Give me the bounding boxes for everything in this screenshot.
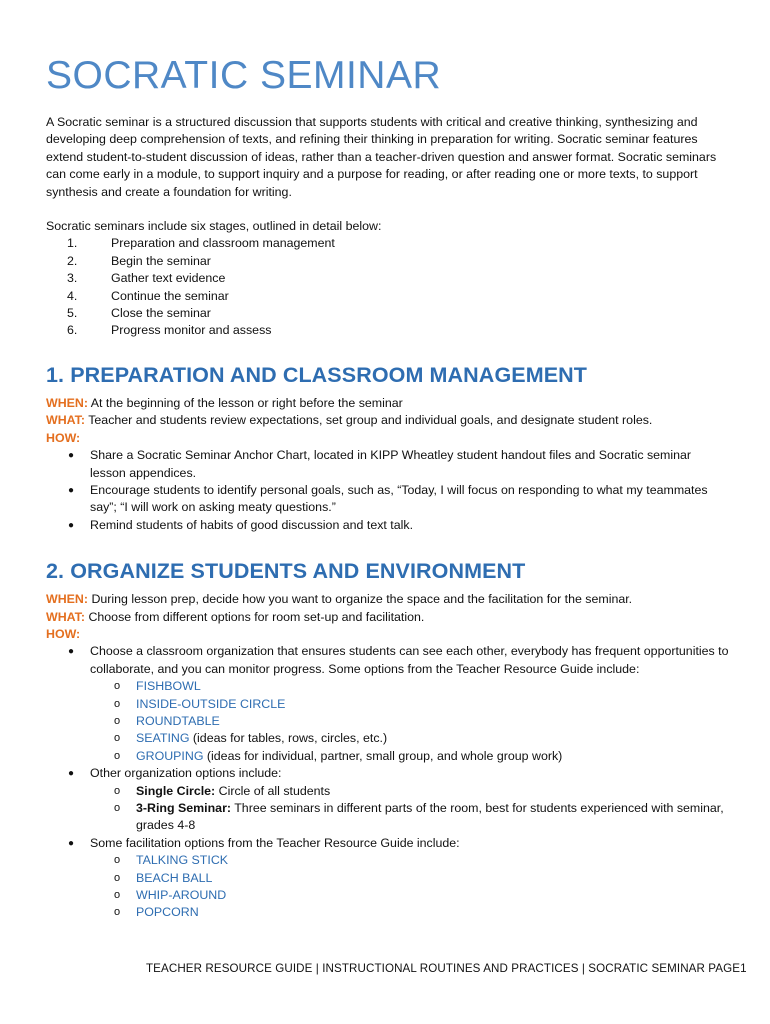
- circle-bullet-icon: o: [114, 802, 121, 814]
- page-title: SOCRATIC SEMINAR: [46, 54, 442, 97]
- bullet-icon: ●: [68, 484, 75, 496]
- inside-outside-circle-link[interactable]: INSIDE-OUTSIDE CIRCLE: [136, 696, 286, 711]
- bullet-text: Share a Socratic Seminar Anchor Chart, located in KIPP Wheatley student handout files and Socratic seminar lesson appendices.: [90, 448, 692, 480]
- organization-options: [90, 678, 730, 765]
- list-item: [46, 447, 730, 482]
- list-item: [46, 322, 730, 339]
- bullet-icon: ●: [68, 837, 75, 849]
- option-description: (ideas for individual, partner, small group, and whole group work): [203, 748, 563, 763]
- talking-stick-link[interactable]: TALKING STICK: [136, 853, 229, 868]
- list-item: [46, 288, 730, 305]
- how-label: HOW:: [46, 430, 81, 445]
- stage-number: 4.: [67, 288, 78, 303]
- list-item: [90, 870, 730, 887]
- other-organization-options: [90, 783, 730, 835]
- whip-around-link[interactable]: WHIP-AROUND: [136, 888, 227, 903]
- section-2-when: [46, 591, 730, 608]
- circle-bullet-icon: o: [114, 889, 121, 902]
- list-item: [46, 643, 730, 765]
- facilitation-options: [90, 852, 730, 922]
- stage-number: 5.: [67, 306, 78, 321]
- intro-paragraph: A Socratic seminar is a structured discussion that supports students with critical and creative thinking, synthesizing and developing deep comprehension of texts, and refining their thinking in preparation for writing. Socratic seminar features extend student-to-student discussion of ideas, rather than a teacher-driven question and answer format. Socratic seminars can come early in a module, to support inquiry and a purpose for reading, or after reading one or more texts, to support synthesis and create a foundation for writing.: [46, 115, 717, 199]
- list-item: [90, 696, 730, 713]
- circle-bullet-icon: o: [114, 697, 121, 710]
- option-name: Single Circle:: [136, 783, 216, 798]
- section-1-bullets: [46, 447, 730, 534]
- list-item: [46, 305, 730, 322]
- bullet-icon: ●: [68, 450, 75, 462]
- bullet-text: Encourage students to identify personal goals, such as, “Today, I will focus on responding to what my teammates say”; “I will work on asking meaty questions.”: [90, 482, 708, 515]
- list-item: [90, 678, 730, 695]
- stage-text: Progress monitor and assess: [111, 323, 272, 338]
- circle-bullet-icon: o: [114, 732, 121, 745]
- section-1-when: [46, 395, 730, 412]
- how-label: HOW:: [46, 626, 81, 641]
- circle-bullet-icon: o: [114, 680, 121, 693]
- stage-text: Begin the seminar: [111, 253, 211, 268]
- beach-ball-link[interactable]: BEACH BALL: [136, 870, 213, 885]
- what-label: WHAT:: [46, 609, 85, 624]
- when-text: During lesson prep, decide how you want to organize the space and the facilitation for the seminar.: [91, 592, 633, 607]
- option-description: Circle of all students: [215, 783, 331, 798]
- page-footer: TEACHER RESOURCE GUIDE | INSTRUCTIONAL ROUTINES AND PRACTICES | SOCRATIC SEMINAR PAGE1: [146, 962, 747, 975]
- when-label: WHEN:: [46, 395, 88, 410]
- stage-number: 6.: [67, 323, 78, 338]
- circle-bullet-icon: o: [114, 906, 121, 919]
- bullet-icon: ●: [68, 768, 75, 780]
- section-2-how: [46, 626, 730, 643]
- stage-text: Continue the seminar: [111, 288, 229, 303]
- stages-list: [46, 235, 730, 339]
- stage-text: Preparation and classroom management: [111, 236, 335, 251]
- section-1-what: [46, 412, 730, 429]
- stage-number: 3.: [67, 271, 78, 286]
- section-2-bullets: [46, 643, 730, 922]
- circle-bullet-icon: o: [114, 871, 121, 884]
- section-1-heading: 1. PREPARATION AND CLASSROOM MANAGEMENT: [46, 362, 588, 387]
- grouping-link[interactable]: GROUPING: [136, 748, 204, 763]
- list-item: [90, 800, 730, 835]
- list-item: [46, 482, 730, 517]
- popcorn-link[interactable]: POPCORN: [136, 905, 199, 920]
- document-page: [46, 52, 730, 922]
- what-text: Choose from different options for room set-up and facilitation.: [88, 609, 425, 624]
- bullet-text: Remind students of habits of good discussion and text talk.: [90, 517, 414, 532]
- bullet-text: Choose a classroom organization that ensures students can see each other, everybody has frequent opportunities to collaborate, and you can monitor progress. Some options from the Teacher Resource Guide include:: [90, 644, 729, 676]
- list-item: [46, 835, 730, 922]
- list-item: [90, 783, 730, 800]
- circle-bullet-icon: o: [114, 749, 121, 762]
- circle-bullet-icon: o: [114, 784, 121, 797]
- bullet-icon: ●: [68, 646, 75, 658]
- option-description: Three seminars in different parts of the room, best for students experienced with seminar, grades 4-8: [136, 801, 724, 833]
- stage-text: Close the seminar: [111, 306, 211, 321]
- section-2-what: [46, 609, 730, 626]
- list-item: [46, 235, 730, 252]
- roundtable-link[interactable]: ROUNDTABLE: [136, 713, 220, 728]
- list-item: [46, 270, 730, 287]
- stage-text: Gather text evidence: [111, 271, 226, 286]
- list-item: [46, 253, 730, 270]
- bullet-icon: ●: [68, 519, 75, 531]
- bullet-text: Other organization options include:: [90, 766, 282, 781]
- list-item: [90, 904, 730, 921]
- circle-bullet-icon: o: [114, 714, 121, 727]
- stage-number: 2.: [67, 253, 78, 268]
- stage-number: 1.: [67, 236, 78, 251]
- list-item: [90, 730, 730, 747]
- what-label: WHAT:: [46, 413, 85, 428]
- section-1-how: [46, 430, 730, 447]
- when-label: WHEN:: [46, 592, 88, 607]
- fishbowl-link[interactable]: FISHBOWL: [136, 679, 201, 694]
- bullet-text: Some facilitation options from the Teacher Resource Guide include:: [90, 835, 460, 850]
- list-item: [46, 765, 730, 835]
- option-name: 3-Ring Seminar:: [136, 801, 232, 815]
- section-2-heading: 2. ORGANIZE STUDENTS AND ENVIRONMENT: [46, 559, 526, 584]
- what-text: Teacher and students review expectations, set group and individual goals, and designate student roles.: [88, 413, 653, 428]
- circle-bullet-icon: o: [114, 854, 121, 867]
- option-description: (ideas for tables, rows, circles, etc.): [189, 731, 388, 746]
- list-item: [46, 517, 730, 534]
- when-text: At the beginning of the lesson or right before the seminar: [90, 395, 403, 410]
- list-item: [90, 852, 730, 869]
- list-item: [90, 887, 730, 904]
- stages-intro: Socratic seminars include six stages, outlined in detail below:: [46, 219, 382, 234]
- list-item: [90, 748, 730, 765]
- list-item: [90, 713, 730, 730]
- seating-link[interactable]: SEATING: [136, 731, 190, 746]
